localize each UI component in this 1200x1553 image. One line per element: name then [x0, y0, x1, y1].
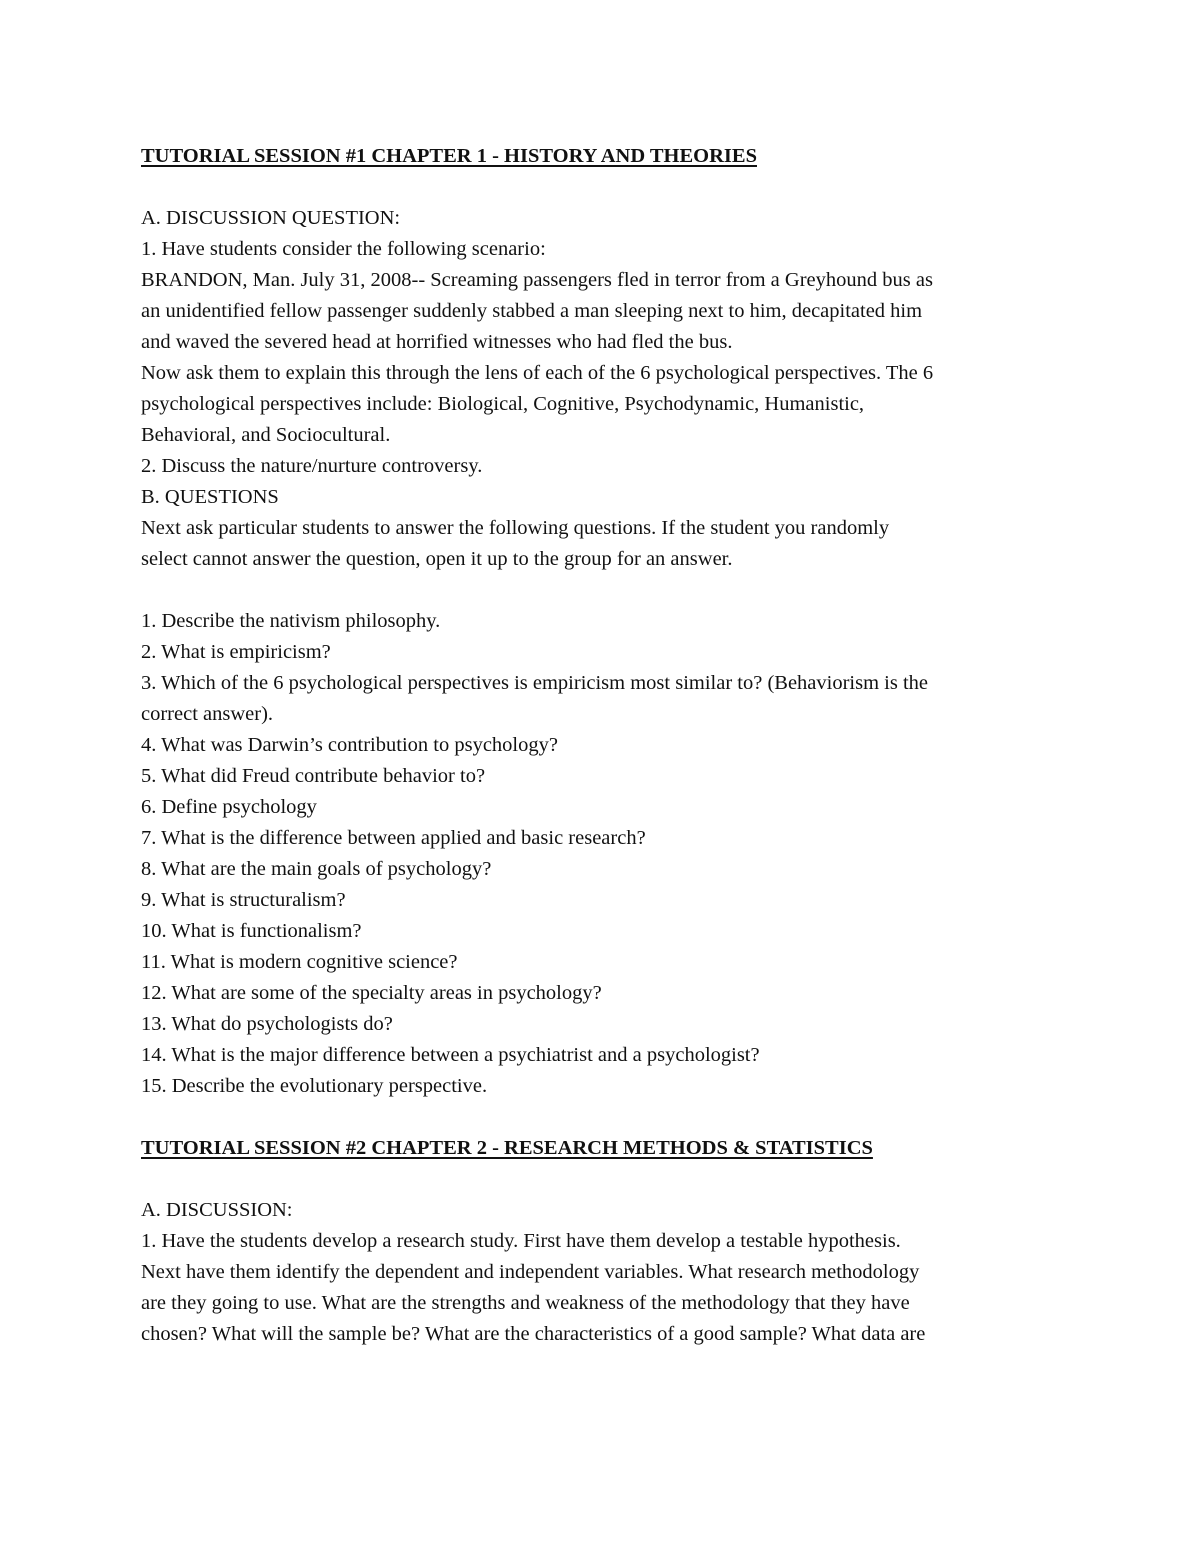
session-1-discussion-line: an unidentified fellow passenger suddenly stabbed a man sleeping next to him, decapitated him — [141, 300, 923, 322]
spacer — [141, 172, 1071, 203]
session-1-questions-intro: Next ask particular students to answer the following questions. If the student you randomly — [141, 517, 890, 539]
question-item: 10. What is functionalism? — [141, 920, 362, 942]
session-1-discussion-line: Behavioral, and Sociocultural. — [141, 424, 391, 446]
session-2-discussion-line: are they going to use. What are the strengths and weakness of the methodology that they have — [141, 1292, 910, 1314]
question-item: 3. Which of the 6 psychological perspectives is empiricism most similar to? (Behaviorism is the — [141, 672, 929, 694]
session-2-discussion-line: 1. Have the students develop a research study. First have them develop a testable hypothesis. — [141, 1230, 901, 1252]
session-2-discussion-label: A. DISCUSSION: — [141, 1199, 293, 1221]
question-item: 1. Describe the nativism philosophy. — [141, 610, 441, 632]
session-2-discussion-line: chosen? What will the sample be? What are the characteristics of a good sample? What data are — [141, 1323, 926, 1345]
question-item: 7. What is the difference between applied and basic research? — [141, 827, 646, 849]
session-1-discussion-line: 1. Have students consider the following scenario: — [141, 238, 546, 260]
question-item: correct answer). — [141, 703, 274, 725]
spacer — [141, 1102, 1071, 1133]
session-1-discussion-line: 2. Discuss the nature/nurture controversy. — [141, 455, 483, 477]
question-item: 5. What did Freud contribute behavior to? — [141, 765, 486, 787]
question-item: 4. What was Darwin’s contribution to psychology? — [141, 734, 558, 756]
session-1-questions-label: B. QUESTIONS — [141, 486, 279, 508]
question-item: 13. What do psychologists do? — [141, 1013, 393, 1035]
spacer — [141, 575, 1071, 606]
session-1-discussion-line: and waved the severed head at horrified witnesses who had fled the bus. — [141, 331, 733, 353]
session-1-discussion-label: A. DISCUSSION QUESTION: — [141, 207, 401, 229]
spacer — [141, 1164, 1071, 1195]
session-1-heading: TUTORIAL SESSION #1 CHAPTER 1 - HISTORY AND THEORIES — [141, 145, 757, 167]
document-page — [141, 141, 1071, 1350]
session-1-discussion-line: Now ask them to explain this through the lens of each of the 6 psychological perspectives. The 6 — [141, 362, 934, 384]
session-2-discussion-line: Next have them identify the dependent and independent variables. What research methodology — [141, 1261, 920, 1283]
question-item: 14. What is the major difference between a psychiatrist and a psychologist? — [141, 1044, 760, 1066]
question-item: 9. What is structuralism? — [141, 889, 346, 911]
question-item: 8. What are the main goals of psychology? — [141, 858, 492, 880]
session-1-discussion-line: psychological perspectives include: Biological, Cognitive, Psychodynamic, Humanistic, — [141, 393, 865, 415]
question-item: 2. What is empiricism? — [141, 641, 331, 663]
session-1-discussion-line: BRANDON, Man. July 31, 2008-- Screaming passengers fled in terror from a Greyhound bus as — [141, 269, 933, 291]
session-1-questions-intro: select cannot answer the question, open it up to the group for an answer. — [141, 548, 733, 570]
question-item: 6. Define psychology — [141, 796, 317, 818]
session-2-heading: TUTORIAL SESSION #2 CHAPTER 2 - RESEARCH METHODS & STATISTICS — [141, 1137, 873, 1159]
question-item: 15. Describe the evolutionary perspective. — [141, 1075, 488, 1097]
question-item: 11. What is modern cognitive science? — [141, 951, 458, 973]
question-item: 12. What are some of the specialty areas in psychology? — [141, 982, 602, 1004]
